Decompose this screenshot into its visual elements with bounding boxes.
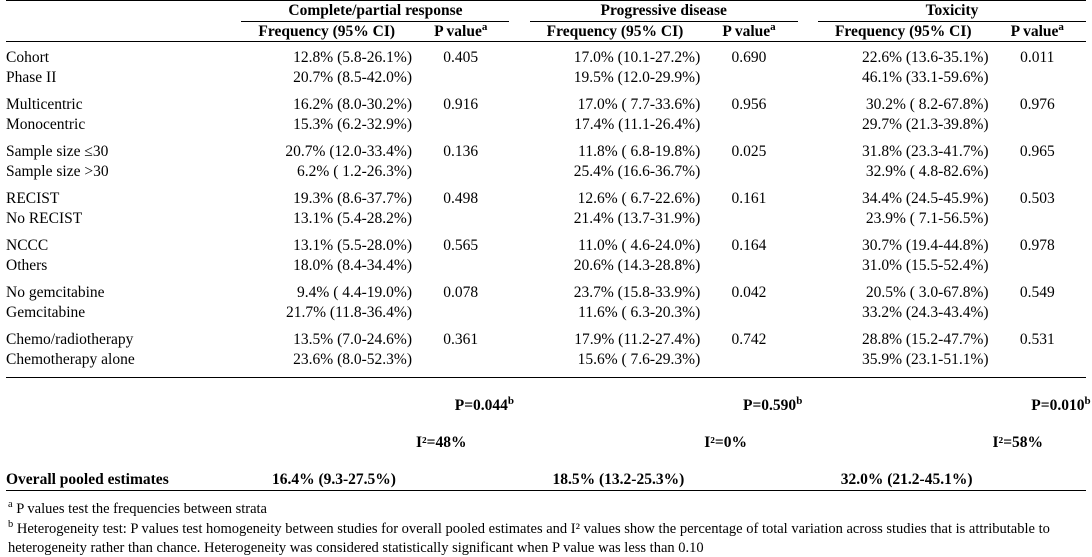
cell-toxicity-pvalue: [989, 256, 1086, 276]
footnote-marker-b: b: [796, 394, 803, 407]
cell-pd-pvalue: 0.742: [731, 331, 767, 349]
overall-pd-pvalue: P=0.590$^b$ I²=0%: [700, 378, 797, 491]
cell-pd-pvalue: 0.956: [731, 96, 767, 114]
row-label: Chemotherapy alone: [6, 350, 135, 368]
cell-response-frequency: 12.8% (5.8-26.1%): [293, 49, 412, 67]
cell-toxicity-frequency: 33.2% (24.3-43.4%): [861, 303, 989, 321]
subgroup-results-table: [6, 0, 1091, 495]
cell-response-pvalue: [412, 350, 509, 370]
cell-toxicity-frequency: 32.9% ( 4.8-82.6%): [865, 162, 989, 180]
overall-pd-frequency: 18.5% (13.2-25.3%): [530, 378, 701, 491]
cell-response-pvalue: [412, 68, 509, 88]
cell-response-pvalue: 0.136: [443, 143, 479, 161]
sub-header-row: [6, 21, 1086, 42]
table-bottom-rule: [6, 490, 1086, 495]
cell-toxicity-frequency: 31.0% (15.5-52.4%): [861, 256, 989, 274]
row-label: No gemcitabine: [6, 284, 105, 302]
cell-pd-frequency: 15.6% ( 7.6-29.3%): [577, 350, 701, 368]
table-row: [6, 162, 1086, 182]
row-label: No RECIST: [6, 209, 83, 227]
cell-toxicity-frequency: 20.5% ( 3.0-67.8%): [865, 284, 989, 302]
gap-cell: [798, 1, 818, 22]
table-body: [6, 42, 1091, 495]
group-header-response: Complete/partial response: [241, 1, 509, 22]
cell-toxicity-frequency: 46.1% (33.1-59.6%): [861, 68, 989, 86]
cell-response-pvalue: [412, 162, 509, 182]
cell-toxicity-frequency: 30.2% ( 8.2-67.8%): [865, 96, 989, 114]
footnote-marker-b: b: [1084, 394, 1091, 407]
group-header-toxicity: Toxicity: [818, 1, 1086, 22]
overall-response-i2: I²=48%: [415, 434, 467, 452]
cell-toxicity-pvalue: 0.503: [1019, 190, 1055, 208]
gap-cell: [509, 21, 529, 42]
footnote-marker-a: a: [481, 20, 488, 33]
cell-response-frequency: 19.3% (8.6-37.7%): [293, 190, 412, 208]
overall-pooled-row: [6, 378, 1086, 491]
cell-pd-pvalue: [700, 115, 797, 135]
cell-toxicity-frequency: 34.4% (24.5-45.9%): [861, 190, 989, 208]
table-row: [6, 209, 1086, 229]
cell-toxicity-pvalue: 0.011: [1020, 49, 1055, 67]
cell-toxicity-pvalue: 0.965: [1019, 143, 1055, 161]
table-row: [6, 303, 1086, 323]
cell-pd-frequency: 11.0% ( 4.6-24.0%): [578, 237, 701, 255]
cell-toxicity-pvalue: [989, 209, 1086, 229]
row-label: Phase II: [6, 68, 57, 86]
cell-pd-frequency: 17.9% (11.2-27.4%): [574, 331, 701, 349]
cell-pd-pvalue: [700, 162, 797, 182]
cell-pd-frequency: 20.6% (14.3-28.8%): [573, 256, 701, 274]
col-header-toxicity-pvalue: P value$^a$: [989, 21, 1086, 42]
table-row: [6, 68, 1086, 88]
col-header-pd-frequency: Frequency (95% CI): [530, 21, 701, 42]
row-label: Cohort: [6, 49, 50, 67]
cell-pd-pvalue: [700, 303, 797, 323]
cell-pd-pvalue: [700, 209, 797, 229]
table-row: [6, 48, 1086, 68]
footnote-marker-a: a: [1058, 20, 1064, 33]
cell-response-frequency: 13.5% (7.0-24.6%): [293, 331, 412, 349]
cell-pd-frequency: 12.6% ( 6.7-22.6%): [577, 190, 701, 208]
cell-pd-pvalue: 0.161: [731, 190, 767, 208]
gap-cell: [509, 1, 529, 22]
col-header-response-pvalue: P value$^a$: [412, 21, 509, 42]
cell-response-pvalue: [412, 303, 509, 323]
block-spacer: [6, 228, 1086, 236]
footnote-marker-b: b: [507, 394, 515, 407]
row-label: Sample size >30: [6, 162, 109, 180]
cell-toxicity-frequency: 35.9% (23.1-51.1%): [861, 350, 989, 368]
cell-pd-pvalue: 0.164: [731, 237, 767, 255]
row-label: Multicentric: [6, 96, 83, 114]
cell-response-frequency: 18.0% (8.4-34.4%): [293, 256, 412, 274]
cell-toxicity-pvalue: 0.531: [1019, 331, 1055, 349]
cell-pd-frequency: 11.6% ( 6.3-20.3%): [578, 303, 701, 321]
group-header-progressive-disease: Progressive disease: [530, 1, 798, 22]
cell-toxicity-pvalue: 0.976: [1019, 96, 1055, 114]
table-row: [6, 283, 1086, 303]
row-label: RECIST: [6, 190, 60, 208]
cell-response-frequency: 16.2% (8.0-30.2%): [293, 96, 412, 114]
corner-cell: [6, 21, 241, 42]
footnote-marker-a: a: [770, 20, 776, 33]
cell-response-frequency: 13.1% (5.4-28.2%): [293, 209, 412, 227]
cell-pd-frequency: 19.5% (12.0-29.9%): [573, 68, 701, 86]
cell-toxicity-pvalue: [989, 162, 1086, 182]
cell-response-frequency: 20.7% (8.5-42.0%): [293, 68, 412, 86]
block-spacer: [6, 322, 1086, 330]
cell-response-pvalue: [412, 256, 509, 276]
cell-response-pvalue: [412, 209, 509, 229]
cell-pd-pvalue: 0.690: [731, 49, 767, 67]
footnote-b-text: Heterogeneity test: P values test homogeneity between studies for overall pooled estimates and I² values show the percentage of total variation across studies that is attributable to heterogeneity rather than chance. Heterogeneity was considered statistically significant when P value was less than 0.10: [8, 520, 1050, 556]
cell-toxicity-frequency: 22.6% (13.6-35.1%): [861, 49, 989, 67]
footnote-b: [8, 520, 1086, 557]
table-row: [6, 236, 1086, 256]
footnote-a-text: P values test the frequencies between strata: [16, 500, 267, 517]
block-spacer: [6, 369, 1086, 378]
cell-response-frequency: 6.2% ( 1.2-26.3%): [297, 162, 412, 180]
cell-response-pvalue: [412, 115, 509, 135]
table-row: [6, 350, 1086, 370]
table-row: [6, 142, 1086, 162]
cell-response-frequency: 23.6% (8.0-52.3%): [293, 350, 412, 368]
footnote-a: [8, 500, 1086, 519]
cell-response-frequency: 9.4% ( 4.4-19.0%): [297, 284, 412, 302]
cell-response-pvalue: 0.565: [443, 237, 479, 255]
cell-toxicity-frequency: 30.7% (19.4-44.8%): [861, 237, 989, 255]
table-row: [6, 256, 1086, 276]
cell-pd-pvalue: [700, 350, 797, 370]
gap-cell: [798, 21, 818, 42]
cell-pd-frequency: 17.0% ( 7.7-33.6%): [577, 96, 701, 114]
cell-toxicity-pvalue: [989, 303, 1086, 323]
group-header-row: [6, 1, 1086, 22]
cell-response-pvalue: 0.361: [443, 331, 479, 349]
cell-pd-frequency: 21.4% (13.7-31.9%): [573, 209, 701, 227]
overall-toxicity-pvalue: P=0.010$^b$ I²=58%: [989, 378, 1086, 491]
overall-pd-i2: I²=0%: [704, 434, 748, 452]
cell-response-frequency: 13.1% (5.5-28.0%): [293, 237, 412, 255]
col-header-toxicity-frequency: Frequency (95% CI): [818, 21, 989, 42]
table-row: [6, 330, 1086, 350]
cell-pd-frequency: 25.4% (16.6-36.7%): [573, 162, 701, 180]
overall-response-pvalue: P=0.044$^b$ I²=48%: [412, 378, 509, 491]
table-row: [6, 115, 1086, 135]
cell-response-frequency: 21.7% (11.8-36.4%): [286, 303, 412, 321]
table-row: [6, 95, 1086, 115]
col-header-response-frequency: Frequency (95% CI): [241, 21, 412, 42]
row-label: Monocentric: [6, 115, 86, 133]
corner-cell: [6, 1, 241, 22]
cell-toxicity-pvalue: [989, 350, 1086, 370]
cell-response-frequency: 20.7% (12.0-33.4%): [285, 143, 412, 161]
row-label: Others: [6, 256, 48, 274]
block-spacer: [6, 275, 1086, 283]
cell-response-pvalue: 0.498: [443, 190, 479, 208]
cell-toxicity-frequency: 31.8% (23.3-41.7%): [861, 143, 989, 161]
row-label: Gemcitabine: [6, 303, 86, 321]
cell-toxicity-pvalue: 0.549: [1019, 284, 1055, 302]
col-header-pd-pvalue: P value$^a$: [700, 21, 797, 42]
overall-toxicity-frequency: 32.0% (21.2-45.1%): [818, 378, 989, 491]
cell-toxicity-pvalue: 0.978: [1019, 237, 1055, 255]
cell-pd-pvalue: [700, 68, 797, 88]
cell-toxicity-frequency: 23.9% ( 7.1-56.5%): [865, 209, 989, 227]
footnotes: [6, 500, 1086, 557]
overall-label: Overall pooled estimates: [6, 378, 241, 491]
cell-pd-frequency: 17.4% (11.1-26.4%): [574, 115, 701, 133]
block-spacer: [6, 134, 1086, 142]
cell-pd-pvalue: [700, 256, 797, 276]
cell-pd-frequency: 11.8% ( 6.8-19.8%): [578, 143, 701, 161]
row-label: NCCC: [6, 237, 49, 255]
table-row: [6, 189, 1086, 209]
overall-response-frequency: 16.4% (9.3-27.5%): [241, 378, 412, 491]
block-spacer: [6, 181, 1086, 189]
row-label: Chemo/radiotherapy: [6, 331, 134, 349]
cell-toxicity-pvalue: [989, 68, 1086, 88]
overall-toxicity-i2: I²=58%: [992, 434, 1044, 452]
footnote-marker-b: b: [8, 518, 14, 530]
cell-toxicity-pvalue: [989, 115, 1086, 135]
footnote-marker-a: a: [8, 498, 13, 510]
cell-toxicity-frequency: 29.7% (21.3-39.8%): [861, 115, 989, 133]
cell-pd-pvalue: 0.042: [731, 284, 767, 302]
cell-response-frequency: 15.3% (6.2-32.9%): [293, 115, 412, 133]
row-label: Sample size ≤30: [6, 143, 109, 161]
cell-response-pvalue: 0.916: [443, 96, 479, 114]
cell-pd-frequency: 17.0% (10.1-27.2%): [573, 49, 701, 67]
block-spacer: [6, 87, 1086, 95]
cell-toxicity-frequency: 28.8% (15.2-47.7%): [861, 331, 989, 349]
cell-pd-frequency: 23.7% (15.8-33.9%): [573, 284, 701, 302]
cell-response-pvalue: 0.078: [443, 284, 479, 302]
cell-pd-pvalue: 0.025: [731, 143, 767, 161]
cell-response-pvalue: 0.405: [443, 49, 479, 67]
